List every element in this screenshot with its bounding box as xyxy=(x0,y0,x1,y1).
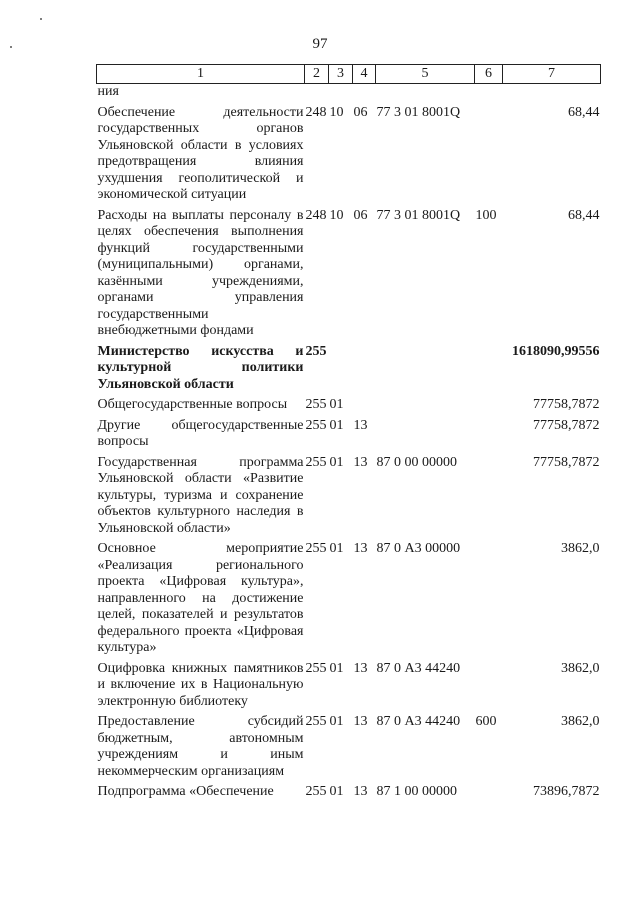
row-name: Общегосударственные вопросы xyxy=(97,397,288,412)
row-col-3: 01 xyxy=(329,660,344,676)
row-col-5: 87 0 А3 44240 xyxy=(376,714,461,729)
row-col-6 xyxy=(475,397,503,414)
row-name: Министерство искусства и культурной политики Ульяновской области xyxy=(97,343,304,392)
row-name: Предоставление субсидий бюджетным, автономным учреждениям и иным некоммерческим организациям xyxy=(97,714,304,779)
row-name: Основное мероприятие «Реализация регионального проекта «Цифровая культура», направленного на достижение целей, показателей и результатов федерального проекта «Цифровая культура» xyxy=(97,541,304,655)
row-col-5 xyxy=(376,84,475,101)
row-name: Обеспечение деятельности государственных органов Ульяновской области в условиях предотвращения влияния ухудшения геополитической и экономической ситуации xyxy=(97,104,304,202)
header-col-4: 4 xyxy=(353,65,376,84)
header-col-1: 1 xyxy=(97,65,305,84)
row-col-6 xyxy=(475,541,503,657)
page-number: 97 xyxy=(312,36,328,52)
row-col-2: 255 xyxy=(305,417,327,433)
row-col-3: 01 xyxy=(329,784,344,799)
table-row xyxy=(97,455,601,538)
row-col-2: 248 xyxy=(305,207,327,223)
row-col-5 xyxy=(376,418,475,451)
row-amount xyxy=(503,84,601,101)
row-col-2: 255 xyxy=(305,454,327,470)
row-col-4: 13 xyxy=(353,784,368,799)
row-amount: 68,44 xyxy=(568,207,600,223)
header-col-5: 5 xyxy=(376,65,475,84)
row-col-3: 01 xyxy=(329,397,344,412)
row-amount: 77758,7872 xyxy=(533,417,600,433)
row-amount: 77758,7872 xyxy=(533,397,600,412)
row-col-5: 87 0 А3 44240 xyxy=(376,660,461,676)
row-name: Оцифровка книжных памятников и включение их в Национальную электронную библиотеку xyxy=(97,660,304,709)
row-col-5: 77 3 01 8001Q xyxy=(376,207,461,223)
row-col-3: 01 xyxy=(329,541,344,556)
row-col-2: 255 xyxy=(305,784,327,799)
header-col-3: 3 xyxy=(329,65,353,84)
row-col-2 xyxy=(305,84,329,101)
table-row xyxy=(97,84,601,101)
row-amount: 68,44 xyxy=(568,104,600,120)
row-col-6 xyxy=(475,105,503,204)
row-col-4 xyxy=(353,397,376,414)
row-col-2: 255 xyxy=(305,714,327,729)
row-col-3: 10 xyxy=(329,207,344,223)
row-col-3 xyxy=(329,84,353,101)
row-col-4: 13 xyxy=(353,541,368,556)
scan-speck xyxy=(40,18,42,20)
row-col-5: 77 3 01 8001Q xyxy=(376,104,461,120)
table-header-row xyxy=(97,65,601,84)
row-col-2: 255 xyxy=(305,397,327,412)
row-name: Подпрограмма «Обеспечение xyxy=(97,784,274,799)
row-col-6 xyxy=(475,784,503,801)
row-col-5 xyxy=(376,397,475,414)
header-col-6: 6 xyxy=(475,65,503,84)
row-col-4: 06 xyxy=(353,207,368,223)
row-col-4 xyxy=(353,84,376,101)
row-col-3: 01 xyxy=(329,417,344,433)
row-col-5: 87 1 00 00000 xyxy=(376,784,457,799)
row-col-4: 06 xyxy=(353,104,368,120)
row-col-6 xyxy=(475,418,503,451)
row-col-4: 13 xyxy=(353,660,368,676)
row-col-6 xyxy=(475,344,503,394)
row-col-6 xyxy=(475,84,503,101)
table-row xyxy=(97,784,601,801)
row-name: Расходы на выплаты персоналу в целях обеспечения выполнения функций государственными (муниципальными) органами, казёнными учреждениями, органами управления государственными внебюджетными фондами xyxy=(97,207,304,338)
row-col-3: 01 xyxy=(329,714,344,729)
table-row xyxy=(97,714,601,780)
table-row xyxy=(97,661,601,711)
row-col-4 xyxy=(353,344,376,394)
row-col-5: 87 0 00 00000 xyxy=(376,454,457,470)
row-col-2: 248 xyxy=(305,104,327,120)
header-col-7: 7 xyxy=(503,65,601,84)
row-col-4: 13 xyxy=(353,417,368,433)
budget-table xyxy=(96,64,601,801)
row-name: ния xyxy=(97,84,119,99)
row-col-2: 255 xyxy=(305,343,327,359)
row-col-6 xyxy=(475,661,503,711)
row-col-4: 13 xyxy=(353,454,368,470)
row-amount: 3862,0 xyxy=(561,714,600,729)
row-amount: 73896,7872 xyxy=(533,784,600,799)
row-col-6: 100 xyxy=(475,207,497,223)
row-col-4: 13 xyxy=(353,714,368,729)
row-col-6: 600 xyxy=(475,714,497,729)
row-name: Государственная программа Ульяновской области «Развитие культуры, туризма и сохранение объектов культурного наследия в Ульяновской области» xyxy=(97,454,304,536)
row-col-3: 01 xyxy=(329,454,344,470)
row-amount: 3862,0 xyxy=(561,541,600,556)
table-row xyxy=(97,397,601,414)
table-row xyxy=(97,418,601,451)
row-amount: 3862,0 xyxy=(561,660,600,676)
row-amount: 1618090,99556 xyxy=(512,343,600,359)
row-col-5 xyxy=(376,344,475,394)
row-amount: 77758,7872 xyxy=(533,454,600,470)
row-col-3 xyxy=(329,344,353,394)
table-row xyxy=(97,541,601,657)
row-col-6 xyxy=(475,455,503,538)
table-body xyxy=(97,84,601,801)
table-row xyxy=(97,208,601,340)
row-col-3: 10 xyxy=(329,104,344,120)
scan-speck xyxy=(10,46,12,48)
row-col-5: 87 0 А3 00000 xyxy=(376,541,461,556)
header-col-2: 2 xyxy=(305,65,329,84)
row-col-2: 255 xyxy=(305,660,327,676)
row-col-2: 255 xyxy=(305,541,327,556)
table-row xyxy=(97,105,601,204)
row-name: Другие общегосударственные вопросы xyxy=(97,417,304,449)
table-row xyxy=(97,344,601,394)
